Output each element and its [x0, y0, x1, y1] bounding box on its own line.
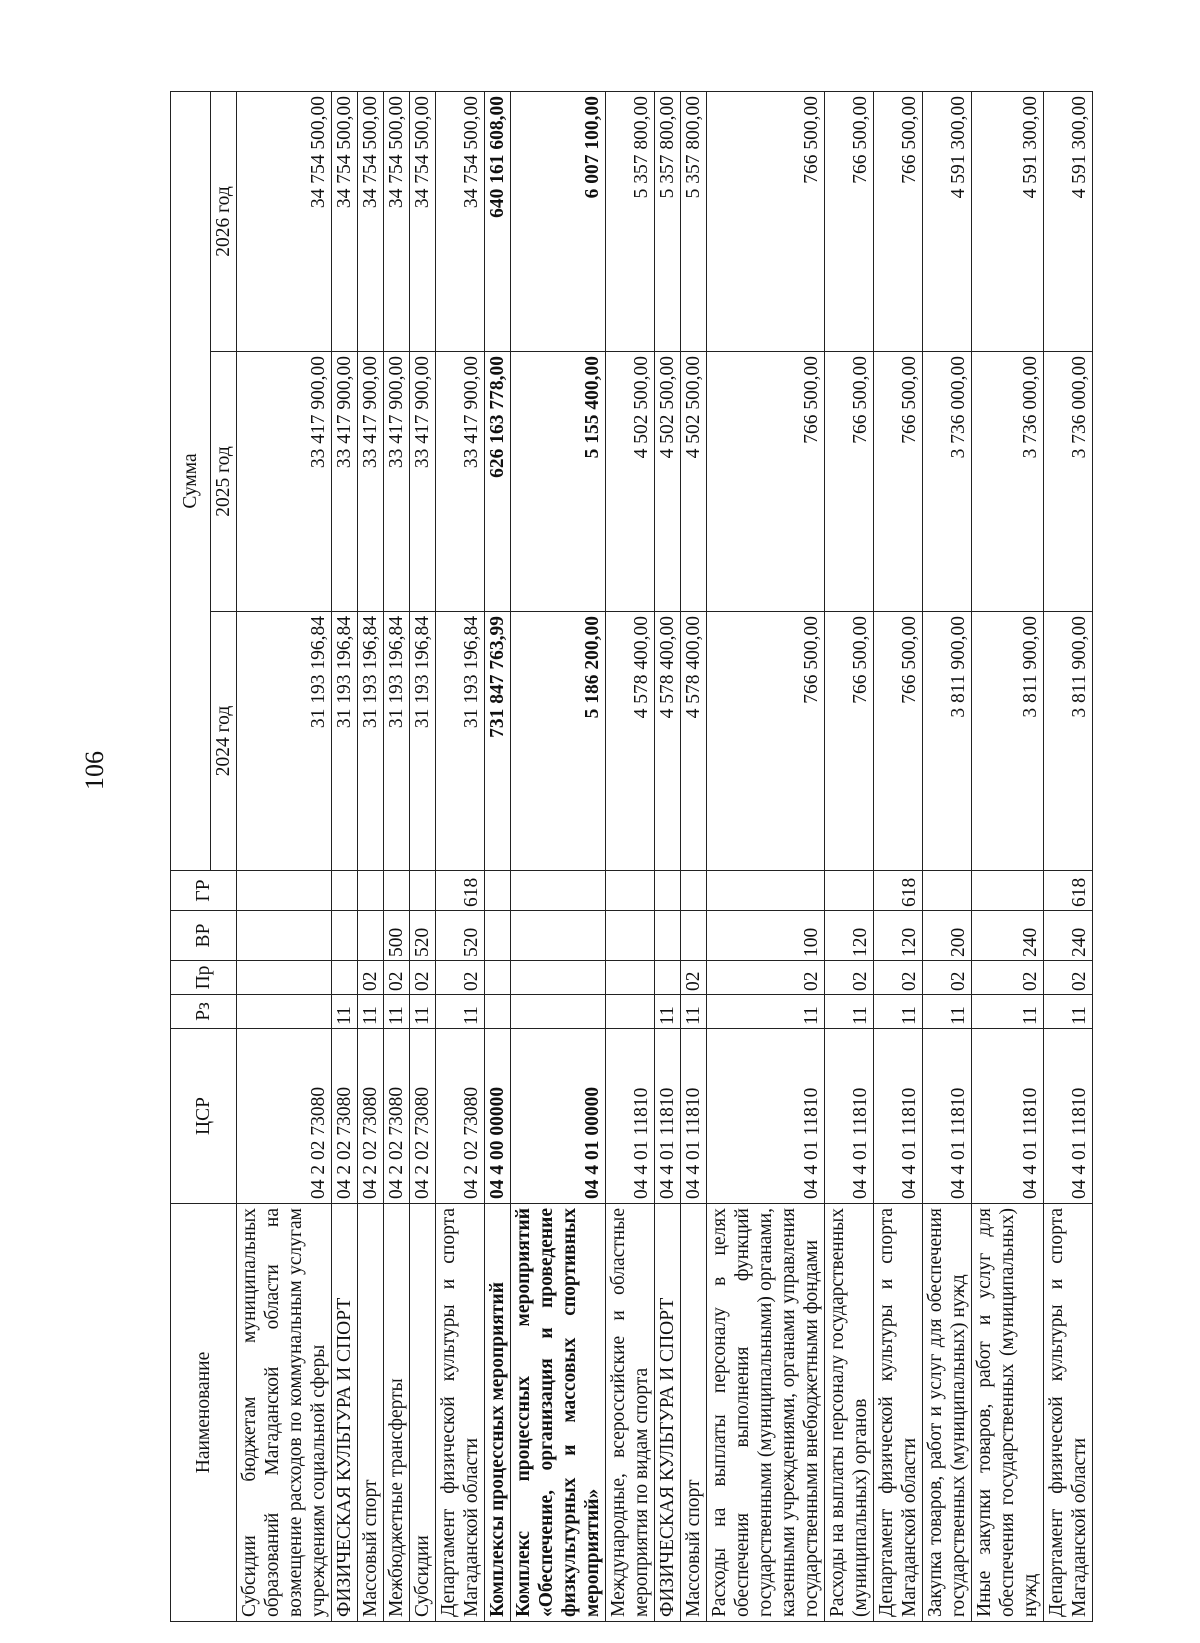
cell-rz: 11: [384, 995, 410, 1029]
cell-vr: [332, 911, 358, 961]
budget-table: [170, 91, 1093, 1622]
cell-2025: 33 417 900,00: [410, 352, 436, 612]
cell-name: Международные, всероссийские и областные мероприятия по видам спорта: [606, 1204, 655, 1622]
cell-2025: 626 163 778,00: [485, 352, 511, 612]
table-row: [874, 92, 923, 1622]
cell-csr: 04 4 01 11810: [972, 1029, 1044, 1204]
cell-pr: 02: [874, 961, 923, 995]
cell-gr: [972, 871, 1044, 911]
cell-gr: [332, 871, 358, 911]
header-2026: 2026 год: [211, 92, 237, 352]
cell-2024: 3 811 900,00: [923, 612, 972, 871]
cell-rz: [485, 995, 511, 1029]
cell-2024: 766 500,00: [825, 612, 874, 871]
cell-2026: 34 754 500,00: [332, 92, 358, 352]
cell-rz: 11: [1044, 995, 1093, 1029]
table-row: [681, 92, 707, 1622]
cell-name: Департамент физической культуры и спорта Магаданской области: [436, 1204, 485, 1622]
cell-name: Департамент физической культуры и спорта Магаданской области: [1044, 1204, 1093, 1622]
cell-rz: 11: [707, 995, 825, 1029]
table-row: [972, 92, 1044, 1622]
cell-pr: [237, 961, 332, 995]
cell-name: Департамент физической культуры и спорта Магаданской области: [874, 1204, 923, 1622]
header-gr: ГР: [171, 871, 237, 911]
cell-2026: 640 161 608,00: [485, 92, 511, 352]
cell-vr: 500: [384, 911, 410, 961]
cell-vr: [358, 911, 384, 961]
table-row: [384, 92, 410, 1622]
cell-2026: 766 500,00: [825, 92, 874, 352]
cell-2026: 5 357 800,00: [681, 92, 707, 352]
cell-vr: [237, 911, 332, 961]
table-row: [237, 92, 332, 1622]
cell-name: Расходы на выплаты персоналу государственных (муниципальных) органов: [825, 1204, 874, 1622]
cell-pr: 02: [384, 961, 410, 995]
cell-2026: 766 500,00: [874, 92, 923, 352]
cell-2025: 3 736 000,00: [1044, 352, 1093, 612]
cell-vr: 120: [874, 911, 923, 961]
cell-rz: 11: [410, 995, 436, 1029]
cell-csr: 04 4 01 11810: [825, 1029, 874, 1204]
cell-gr: [511, 871, 606, 911]
cell-2024: 4 578 400,00: [606, 612, 655, 871]
cell-2026: 34 754 500,00: [358, 92, 384, 352]
cell-2025: 4 502 500,00: [655, 352, 681, 612]
cell-2025: 33 417 900,00: [332, 352, 358, 612]
cell-vr: [655, 911, 681, 961]
cell-2024: 5 186 200,00: [511, 612, 606, 871]
cell-gr: [485, 871, 511, 911]
cell-rz: 11: [655, 995, 681, 1029]
cell-2025: 5 155 400,00: [511, 352, 606, 612]
cell-rz: 11: [972, 995, 1044, 1029]
table-row: [332, 92, 358, 1622]
cell-vr: [681, 911, 707, 961]
cell-csr: 04 2 02 73080: [410, 1029, 436, 1204]
cell-2024: 31 193 196,84: [332, 612, 358, 871]
cell-2026: 34 754 500,00: [436, 92, 485, 352]
cell-gr: [358, 871, 384, 911]
cell-2024: 3 811 900,00: [1044, 612, 1093, 871]
cell-rz: [237, 995, 332, 1029]
cell-name: Комплексы процессных мероприятий: [485, 1204, 511, 1622]
cell-name: Иные закупки товаров, работ и услуг для обеспечения государственных (муниципальных) нужд: [972, 1204, 1044, 1622]
cell-vr: 100: [707, 911, 825, 961]
cell-2026: 6 007 100,00: [511, 92, 606, 352]
cell-pr: 02: [825, 961, 874, 995]
cell-vr: 120: [825, 911, 874, 961]
cell-2026: 5 357 800,00: [606, 92, 655, 352]
cell-vr: 240: [972, 911, 1044, 961]
header-row-1: [171, 92, 211, 1622]
header-pr: Пр: [171, 961, 237, 995]
cell-2024: 3 811 900,00: [972, 612, 1044, 871]
cell-rz: [606, 995, 655, 1029]
cell-pr: 02: [681, 961, 707, 995]
cell-pr: 02: [1044, 961, 1093, 995]
cell-pr: [511, 961, 606, 995]
cell-gr: [655, 871, 681, 911]
cell-2026: 4 591 300,00: [972, 92, 1044, 352]
header-sum: Сумма: [171, 92, 211, 871]
cell-name: Межбюджетные трансферты: [384, 1204, 410, 1622]
cell-2024: 31 193 196,84: [436, 612, 485, 871]
cell-2024: 31 193 196,84: [410, 612, 436, 871]
table-body: [237, 92, 1093, 1622]
cell-vr: [606, 911, 655, 961]
cell-csr: 04 4 00 00000: [485, 1029, 511, 1204]
cell-pr: 02: [436, 961, 485, 995]
cell-gr: [237, 871, 332, 911]
cell-pr: 02: [358, 961, 384, 995]
cell-2026: 34 754 500,00: [410, 92, 436, 352]
cell-vr: 200: [923, 911, 972, 961]
cell-2024: 766 500,00: [874, 612, 923, 871]
cell-gr: [606, 871, 655, 911]
cell-csr: 04 2 02 73080: [384, 1029, 410, 1204]
header-2025: 2025 год: [211, 352, 237, 612]
header-2024: 2024 год: [211, 612, 237, 871]
table-row: [410, 92, 436, 1622]
cell-gr: 618: [1044, 871, 1093, 911]
cell-name: Комплекс процессных мероприятий «Обеспечение, организация и проведение физкультурных и массовых спортивных мероприятий»: [511, 1204, 606, 1622]
cell-rz: 11: [436, 995, 485, 1029]
table-row: [1044, 92, 1093, 1622]
cell-name: Массовый спорт: [681, 1204, 707, 1622]
cell-2025: 33 417 900,00: [436, 352, 485, 612]
cell-2025: 33 417 900,00: [237, 352, 332, 612]
cell-csr: 04 4 01 11810: [655, 1029, 681, 1204]
header-rz: Рз: [171, 995, 237, 1029]
cell-pr: 02: [923, 961, 972, 995]
cell-name: Расходы на выплаты персоналу в целях обеспечения выполнения функций государственными (муниципальными) органами, казенными учреждениями, органами управления государственными внебюджетными фондами: [707, 1204, 825, 1622]
cell-csr: 04 4 01 11810: [707, 1029, 825, 1204]
cell-2025: 766 500,00: [707, 352, 825, 612]
cell-pr: [655, 961, 681, 995]
cell-rz: 11: [874, 995, 923, 1029]
cell-2024: 31 193 196,84: [237, 612, 332, 871]
cell-csr: 04 4 01 11810: [606, 1029, 655, 1204]
page-number: 106: [80, 751, 109, 790]
cell-2025: 766 500,00: [825, 352, 874, 612]
cell-gr: 618: [874, 871, 923, 911]
cell-2025: 4 502 500,00: [681, 352, 707, 612]
cell-pr: [332, 961, 358, 995]
cell-gr: [410, 871, 436, 911]
cell-rz: [511, 995, 606, 1029]
cell-vr: 520: [436, 911, 485, 961]
cell-vr: 240: [1044, 911, 1093, 961]
table-row: [655, 92, 681, 1622]
cell-csr: 04 4 01 11810: [1044, 1029, 1093, 1204]
cell-csr: 04 2 02 73080: [358, 1029, 384, 1204]
cell-csr: 04 2 02 73080: [436, 1029, 485, 1204]
cell-vr: 520: [410, 911, 436, 961]
cell-pr: 02: [972, 961, 1044, 995]
cell-name: Закупка товаров, работ и услуг для обеспечения государственных (муниципальных) нужд: [923, 1204, 972, 1622]
table-row: [485, 92, 511, 1622]
cell-rz: 11: [681, 995, 707, 1029]
cell-gr: [825, 871, 874, 911]
cell-2025: 4 502 500,00: [606, 352, 655, 612]
table-row: [606, 92, 655, 1622]
header-csr: ЦСР: [171, 1029, 237, 1204]
cell-2024: 766 500,00: [707, 612, 825, 871]
cell-gr: [681, 871, 707, 911]
cell-name: Субсидии: [410, 1204, 436, 1622]
cell-2024: 4 578 400,00: [655, 612, 681, 871]
cell-2025: 3 736 000,00: [923, 352, 972, 612]
cell-gr: [384, 871, 410, 911]
cell-csr: 04 2 02 73080: [237, 1029, 332, 1204]
cell-csr: 04 4 01 00000: [511, 1029, 606, 1204]
cell-rz: 11: [923, 995, 972, 1029]
cell-2024: 31 193 196,84: [384, 612, 410, 871]
cell-name: ФИЗИЧЕСКАЯ КУЛЬТУРА И СПОРТ: [655, 1204, 681, 1622]
cell-pr: [606, 961, 655, 995]
cell-2026: 34 754 500,00: [384, 92, 410, 352]
cell-vr: [485, 911, 511, 961]
cell-gr: [923, 871, 972, 911]
cell-2026: 5 357 800,00: [655, 92, 681, 352]
cell-2024: 4 578 400,00: [681, 612, 707, 871]
cell-2024: 31 193 196,84: [358, 612, 384, 871]
cell-2025: 33 417 900,00: [358, 352, 384, 612]
cell-2025: 766 500,00: [874, 352, 923, 612]
cell-gr: [707, 871, 825, 911]
cell-pr: 02: [707, 961, 825, 995]
cell-name: ФИЗИЧЕСКАЯ КУЛЬТУРА И СПОРТ: [332, 1204, 358, 1622]
cell-name: Массовый спорт: [358, 1204, 384, 1622]
cell-2025: 3 736 000,00: [972, 352, 1044, 612]
cell-name: Субсидии бюджетам муниципальных образований Магаданской области на возмещение расходов по коммунальным услугам учреждениям социальной сферы: [237, 1204, 332, 1622]
cell-2025: 33 417 900,00: [384, 352, 410, 612]
cell-csr: 04 4 01 11810: [923, 1029, 972, 1204]
cell-csr: 04 4 01 11810: [681, 1029, 707, 1204]
cell-rz: 11: [332, 995, 358, 1029]
cell-vr: [511, 911, 606, 961]
cell-csr: 04 2 02 73080: [332, 1029, 358, 1204]
header-vr: ВР: [171, 911, 237, 961]
table-row: [825, 92, 874, 1622]
cell-2026: 4 591 300,00: [1044, 92, 1093, 352]
table-row: [511, 92, 606, 1622]
cell-csr: 04 4 01 11810: [874, 1029, 923, 1204]
header-name: Наименование: [171, 1204, 237, 1622]
cell-2024: 731 847 763,99: [485, 612, 511, 871]
cell-2026: 766 500,00: [707, 92, 825, 352]
table-row: [707, 92, 825, 1622]
cell-rz: 11: [825, 995, 874, 1029]
cell-pr: [485, 961, 511, 995]
cell-pr: 02: [410, 961, 436, 995]
cell-rz: 11: [358, 995, 384, 1029]
cell-2026: 4 591 300,00: [923, 92, 972, 352]
table-row: [923, 92, 972, 1622]
cell-gr: 618: [436, 871, 485, 911]
rotated-page-content: [170, 92, 1090, 1622]
table-row: [436, 92, 485, 1622]
table-row: [358, 92, 384, 1622]
cell-2026: 34 754 500,00: [237, 92, 332, 352]
